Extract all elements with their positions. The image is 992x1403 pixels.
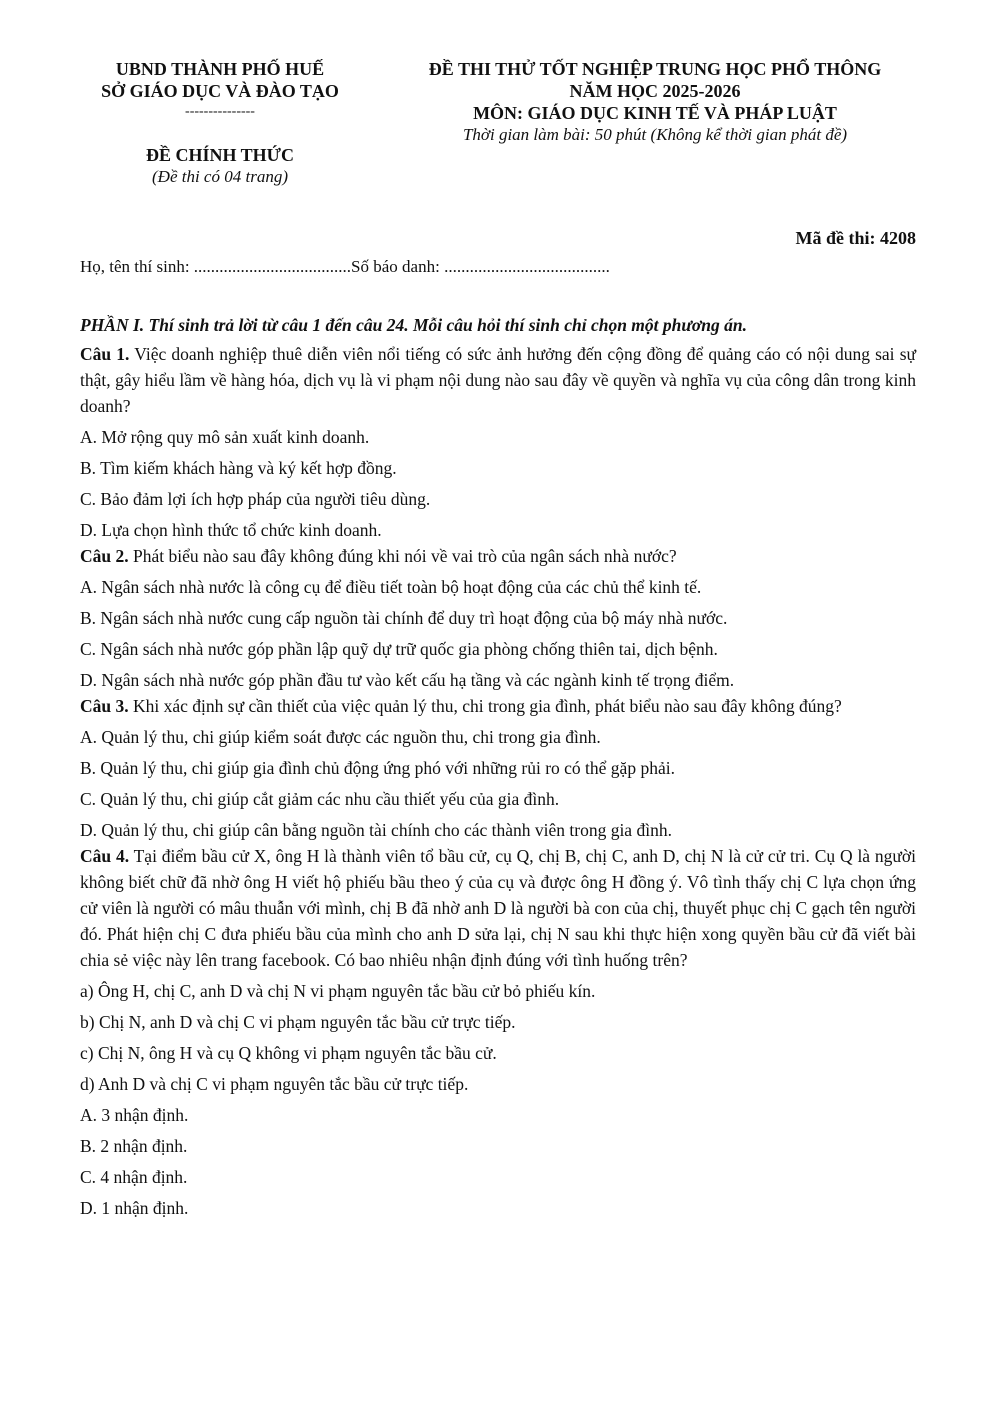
answer-option: B. Quản lý thu, chi giúp gia đình chủ động ứng phó với những rủi ro có thể gặp phải. <box>80 758 675 778</box>
exam-title: ĐỀ THI THỬ TỐT NGHIỆP TRUNG HỌC PHỔ THÔNG <box>428 59 882 79</box>
question-text: Tại điểm bầu cử X, ông H là thành viên tổ bầu cử, cụ Q, chị B, chị C, anh D, chị N là cử cử tri. Cụ Q là người không biết chữ đã nhờ ông H viết hộ phiếu bầu theo ý của cụ và được ông H đồng ý. Vô tình thấy chị C lựa chọn ứng cử viên là người có mâu thuẫn với mình, chị B đã nhờ anh D là người bà con của chị, thuyết phục chị C gạch tên người đó. Phát hiện chị C đưa phiếu bầu của mình cho anh D sửa lại, chị N sau khi thực hiện xong quyền bầu cử đã viết bài chia sẻ việc này lên trang facebook. Có bao nhiêu nhận định đúng với tình huống trên? <box>80 846 917 970</box>
official-label: ĐỀ CHÍNH THỨC <box>145 145 295 165</box>
question-stem <box>80 341 916 419</box>
candidate-info-line: Họ, tên thí sinh: .....................................Số báo danh: ....................................... <box>80 257 610 276</box>
answer-option: C. 4 nhận định. <box>80 1167 188 1187</box>
exam-body <box>80 312 916 1221</box>
answer-option: C. Quản lý thu, chi giúp cắt giảm các nhu cầu thiết yếu của gia đình. <box>80 789 560 809</box>
answer-option: A. Mở rộng quy mô sản xuất kinh doanh. <box>80 427 370 447</box>
subject: MÔN: GIÁO DỤC KINH TẾ VÀ PHÁP LUẬT <box>473 103 837 123</box>
answer-option: B. Ngân sách nhà nước cung cấp nguồn tài chính để duy trì hoạt động của bộ máy nhà nước. <box>80 608 728 628</box>
issuer-line-2: SỞ GIÁO DỤC VÀ ĐÀO TẠO <box>101 81 339 101</box>
exam-code: Mã đề thi: 4208 <box>795 228 916 248</box>
question-text: Khi xác định sự cần thiết của việc quản lý thu, chi trong gia đình, phát biểu nào sau đây không đúng? <box>128 696 842 716</box>
answer-option: B. Tìm kiếm khách hàng và ký kết hợp đồng. <box>80 458 397 478</box>
answer-option: A. Quản lý thu, chi giúp kiểm soát được các nguồn thu, chi trong gia đình. <box>80 727 601 747</box>
question-stem <box>80 843 916 973</box>
answer-option: D. Quản lý thu, chi giúp cân bằng nguồn tài chính cho các thành viên trong gia đình. <box>80 820 672 840</box>
question-text: Phát biểu nào sau đây không đúng khi nói về vai trò của ngân sách nhà nước? <box>128 546 677 566</box>
statement-item: a) Ông H, chị C, anh D và chị N vi phạm nguyên tắc bầu cử bỏ phiếu kín. <box>80 981 596 1001</box>
question-1 <box>80 341 916 543</box>
section-heading: PHẦN I. Thí sinh trả lời từ câu 1 đến câu 24. Mỗi câu hỏi thí sinh chỉ chọn một phương án. <box>80 315 747 335</box>
answer-option: B. 2 nhận định. <box>80 1136 188 1156</box>
question-stem <box>80 543 916 569</box>
question-2 <box>80 543 916 693</box>
question-number: Câu 4. <box>80 846 130 866</box>
page-count-note: (Đề thi có 04 trang) <box>152 167 288 186</box>
question-4 <box>80 843 916 1221</box>
question-stem <box>80 693 916 719</box>
issuer-block <box>60 58 380 188</box>
answer-option: A. 3 nhận định. <box>80 1105 189 1125</box>
statement-item: d) Anh D và chị C vi phạm nguyên tắc bầu cử trực tiếp. <box>80 1074 469 1094</box>
issuer-line-1: UBND THÀNH PHỐ HUẾ <box>115 59 325 79</box>
answer-option: A. Ngân sách nhà nước là công cụ để điều tiết toàn bộ hoạt động của các chủ thể kinh tế. <box>80 577 702 597</box>
statement-item: b) Chị N, anh D và chị C vi phạm nguyên tắc bầu cử trực tiếp. <box>80 1012 516 1032</box>
question-number: Câu 2. <box>80 546 129 566</box>
school-year: NĂM HỌC 2025-2026 <box>569 81 741 101</box>
answer-option: D. Ngân sách nhà nước góp phần đầu tư vào kết cấu hạ tầng và các ngành kinh tế trọng điểm. <box>80 670 735 690</box>
answer-option: C. Bảo đảm lợi ích hợp pháp của người tiêu dùng. <box>80 489 431 509</box>
time-note: Thời gian làm bài: 50 phút (Không kể thời gian phát đề) <box>462 125 848 144</box>
issuer-divider: --------------- <box>185 104 255 119</box>
question-number: Câu 3. <box>80 696 129 716</box>
question-number: Câu 1. <box>80 344 130 364</box>
answer-option: D. 1 nhận định. <box>80 1198 189 1218</box>
answer-option: C. Ngân sách nhà nước góp phần lập quỹ dự trữ quốc gia phòng chống thiên tai, dịch bệnh. <box>80 639 718 659</box>
question-3 <box>80 693 916 843</box>
question-text: Việc doanh nghiệp thuê diễn viên nổi tiếng có sức ảnh hưởng đến cộng đồng để quảng cáo có nội dung sai sự thật, gây hiểu lầm về hàng hóa, dịch vụ là vi phạm nội dung nào sau đây về quyền và nghĩa vụ của công dân trong kinh doanh? <box>80 344 916 416</box>
exam-title-block <box>390 58 920 146</box>
statement-item: c) Chị N, ông H và cụ Q không vi phạm nguyên tắc bầu cử. <box>80 1043 497 1063</box>
answer-option: D. Lựa chọn hình thức tổ chức kinh doanh. <box>80 520 382 540</box>
